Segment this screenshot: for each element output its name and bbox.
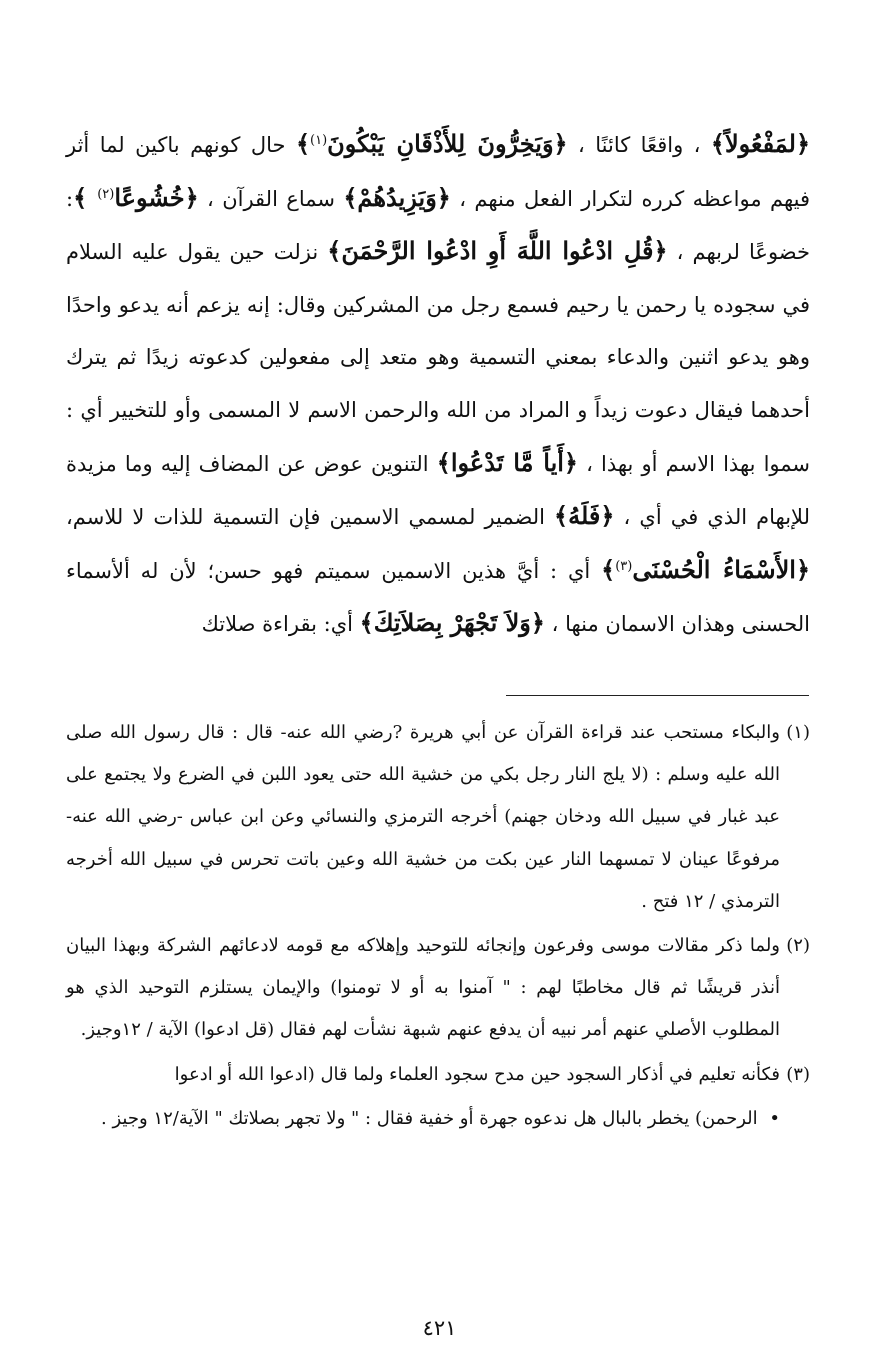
footnote-text: الرحمن) يخطر بالبال هل ندعوه جهرة أو خفية فقال : " ولا تجهر بصلاتك " الآية/١٢ وجيز . xyxy=(101,1107,758,1129)
quran-bracket: ﴾ xyxy=(73,182,98,212)
commentary-text: ، واقعًا كائنًا ، xyxy=(567,133,711,157)
footnotes xyxy=(66,712,810,1140)
commentary-text: حال كونهم باكين لما أثر فيهم مواعظه كرره لتكرار الفعل منهم ، xyxy=(66,133,810,211)
commentary-text: الضمير لمسمي الاسمين فإن التسمية للذات لا للاسم، xyxy=(66,505,555,530)
quran-verse: ﴿وَلاَ تَجْهَرْ بِصَلاَتِكَ﴾ xyxy=(359,608,545,638)
commentary-text: أي : أيَّ هذين الاسمين سميتم فهو حسن؛ لأن له ألأسماء الحسنى وهذان الاسمان منها ، xyxy=(66,558,810,637)
commentary-text: : خضوعًا لربهم ، xyxy=(66,186,810,265)
quran-verse: ﴿وَيَخِرُّونَ لِلأَذْقَانِ يَبْكُونَ xyxy=(327,129,568,158)
footnote-number: (١) xyxy=(786,722,810,743)
footnote-1 xyxy=(66,712,810,923)
footnote-text: فكأنه تعليم في أذكار السجود حين مدح سجود العلماء ولما قال (ادعوا الله أو ادعوا xyxy=(174,1063,780,1085)
footnote-number: (٣) xyxy=(786,1063,810,1085)
footnote-ref: (٢) xyxy=(97,186,115,202)
bullet-icon: • xyxy=(769,1107,780,1129)
main-paragraph xyxy=(66,118,810,651)
commentary-text: نزلت حين يقول عليه السلام في سجوده يا رحمن يا رحيم فسمع رجل من المشركين وقال: إنه يزعم أنه يدعو واحدًا وهو يدعو اثنين والدعاء بمعني التسمية وهو متعد إلى مفعولين كدعوته زيدًا ثم يترك أحدهما فيقال دعوت زيداً و المراد من الله والرحمن الاسم لا المسمى وأو للتخيير أي : سموا بهذا الاسم أو بهذا ، xyxy=(66,240,811,476)
footnote-2 xyxy=(66,925,810,1052)
commentary-text: سماع القرآن ، xyxy=(198,186,344,211)
footnote-text: ولما ذكر مقالات موسى وفرعون وإنجائه للتوحيد وإهلاكه مع قومه لادعائهم الشركة وبهذا البيان أنذر قريشًا ثم قال مخاطبًا لهم : " آمنوا به أو لا تومنوا) والإيمان يستلزم التوحيد الذي هو المطلوب الأصلي عنهم أمر نبيه أن يدفع عنهم شبهة نشأت لهم فقال (قل ادعوا) الآية / ١٢وجيز. xyxy=(66,935,780,1041)
footnote-ref: (١) xyxy=(310,133,328,148)
quran-verse: ﴿أَياً مَّا تَدْعُوا﴾ xyxy=(436,447,578,477)
quran-bracket: ﴾ xyxy=(295,129,311,158)
footnote-ref: (٣) xyxy=(615,558,633,574)
footnote-text: والبكاء مستحب عند قراءة القرآن عن أبي هريرة ?رضي الله عنه- قال : قال رسول الله صلى الله عليه وسلم : (لا يلج النار رجل بكي من خشية الله حتى يعود اللبن في الضرع ولا يجتمع على عبد غبار في سبيل الله ودخان جهنم) أخرجه الترمزي والنسائي وعن ابن عباس -رضي الله عنه- مرفوعًا عينان لا تمسهما النار عين بكت من خشية الله وعين باتت تحرس في سبيل الله أخرجه الترمذي / ١٢ فتح . xyxy=(66,722,780,912)
quran-verse: ﴿فَلَهُ﴾ xyxy=(554,501,615,531)
quran-verse: ﴿قُلِ ادْعُوا اللَّهَ أَوِ ادْعُوا الرَّحْمَنَ﴾ xyxy=(327,236,668,266)
quran-bracket: ﴾ xyxy=(601,554,616,584)
quran-verse: ﴿وَيَزِيدُهُمْ﴾ xyxy=(343,182,451,212)
quran-verse: ﴿لمَفْعُولاً﴾ xyxy=(710,129,811,158)
footnote-3-continuation xyxy=(66,1098,810,1140)
quran-verse: ﴿خُشُوعًا xyxy=(114,182,199,212)
commentary-text: التنوين عوض عن المضاف إليه وما مزيدة للإبهام الذي في أي ، xyxy=(66,451,810,530)
quran-verse: ﴿الأَسْمَاءُ الْحُسْنَى xyxy=(632,554,810,584)
page-number: ٤٢١ xyxy=(422,1316,457,1340)
main-text xyxy=(66,118,810,651)
footnote-3 xyxy=(66,1054,810,1096)
commentary-text: أي: بقراءة صلاتك xyxy=(201,612,360,637)
footnote-divider xyxy=(506,695,809,696)
footnote-number: (٢) xyxy=(786,935,810,957)
